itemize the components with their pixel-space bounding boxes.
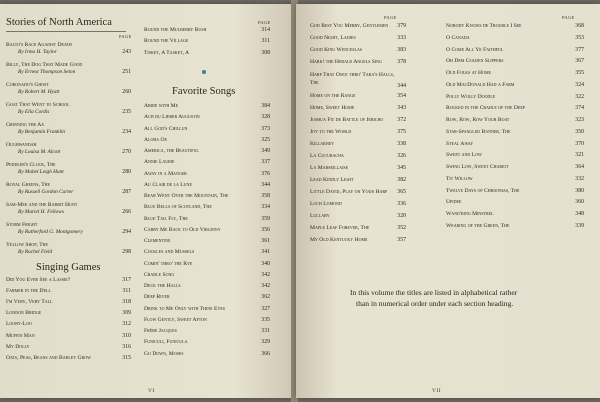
page-number: 329 [261, 339, 270, 346]
page-number: 315 [122, 354, 131, 361]
page-number: 251 [122, 68, 131, 75]
page-column-label: PAGE [119, 34, 132, 39]
song-title: Drink to Me Only with Thine Eyes [144, 305, 226, 312]
page-number: 364 [575, 164, 584, 170]
song-title: Blue Tail Fly, The [144, 215, 188, 222]
song-title: Rocked in the Cradle of the Deep [446, 105, 525, 112]
page-number: 338 [397, 141, 406, 147]
page-number: 309 [122, 310, 131, 317]
page-number: 365 [397, 189, 406, 195]
game-title: Muffin Man [6, 332, 35, 339]
section-title-favorite-songs: Favorite Songs [172, 86, 236, 97]
song-title: Clementine [144, 238, 171, 244]
page-number: 323 [575, 117, 584, 123]
game-title: Tisket, A Tasket, A [144, 49, 190, 56]
page-number: 348 [575, 211, 584, 217]
page-number: 353 [575, 34, 584, 41]
song-title: Little David, Play on Your Harp [310, 189, 388, 195]
page-number: 266 [122, 208, 131, 215]
page-number: 356 [261, 226, 270, 233]
page-number: 372 [397, 117, 406, 123]
song-title: Annie Laurie [144, 159, 175, 166]
page-number: 342 [261, 283, 270, 289]
song-title: Comin' thro' the Rye [144, 260, 193, 267]
song-title: O Canada [446, 34, 470, 41]
song-title: Killarney [310, 141, 335, 147]
section-ornament-dot [202, 70, 206, 74]
page-number: 243 [122, 48, 131, 55]
page-number: 298 [122, 248, 131, 255]
page-number: 308 [261, 49, 270, 56]
story-title: Grinning the Ax [6, 122, 45, 128]
story-author: By Benjamin Franklin [18, 129, 66, 136]
page-number: 328 [261, 114, 270, 121]
story-title: Billy, The Dog That Made Good [6, 62, 83, 68]
song-title: Deep River [144, 294, 170, 301]
song-title: Twelve Days of Christmas, The [446, 187, 520, 194]
song-title: Bear Went Over the Mountain, The [144, 193, 229, 199]
page-number: 350 [575, 128, 584, 135]
page-number: 370 [575, 140, 584, 147]
song-title: Cockles and Mussels [144, 249, 195, 256]
song-title: Joy to the World [310, 129, 352, 135]
game-title: London Bridge [6, 310, 42, 317]
song-title: Row, Row, Row Your Boat [446, 117, 510, 123]
page-number: 378 [397, 59, 406, 65]
story-title: Storm Fright [6, 222, 38, 228]
page-number: 355 [575, 70, 584, 76]
song-title: Harp That Once thro' Tara's Halls, The [310, 72, 395, 86]
page-number: 343 [397, 105, 406, 111]
page-number: 366 [261, 350, 270, 357]
page-number: 376 [261, 170, 270, 177]
page-number: 344 [261, 181, 270, 188]
story-author: By Rachel Field [18, 249, 53, 256]
story-author: By Ernest Thompson Seton [18, 69, 76, 76]
page-number: 357 [397, 237, 406, 243]
story-title: Goat That Went to School [6, 102, 70, 108]
page-number: 379 [397, 23, 406, 29]
song-title: La Marseillaise [310, 165, 349, 171]
story-title: Royal Greens, The [6, 182, 50, 188]
song-title: Go Down, Moses [144, 350, 184, 357]
page-number: 314 [261, 27, 270, 33]
song-title: Hark! the Herald Angels Sing [310, 59, 382, 65]
page-number: 322 [575, 93, 584, 100]
song-title: Old MacDonald Had a Farm [446, 81, 515, 88]
page-number: 325 [261, 136, 270, 143]
page-number: 380 [575, 187, 584, 194]
story-author: By Irma H. Taylor [18, 49, 57, 56]
page-number: 334 [261, 204, 270, 211]
story-author: By Muriel H. Fellows [18, 209, 64, 216]
game-title: Oats, Peas, Beans and Barley Grow [6, 354, 91, 361]
song-title: Flow Gently, Sweet Afton [144, 316, 207, 323]
song-title: Star-Spangled Banner, The [446, 128, 511, 135]
page-number: 270 [122, 148, 131, 155]
song-title: Sweet and Low [446, 152, 482, 159]
story-author: By Louisa M. Alcott [18, 149, 61, 156]
song-title: Swing Low, Sweet Chariot [446, 164, 509, 170]
song-title: Maple Leaf Forever, The [310, 225, 370, 231]
song-title: Ach du Lieber Augustin [144, 114, 200, 121]
page-number: 311 [261, 38, 270, 45]
page-folio: VII [432, 388, 442, 394]
game-title: Looby-Loo [6, 321, 32, 328]
song-title: Good Night, Ladies [310, 35, 356, 41]
page-number: 342 [261, 271, 270, 278]
song-title: Loch Lomond [310, 201, 342, 207]
song-title: Deck the Halls [144, 283, 181, 289]
page-number: 352 [397, 225, 406, 231]
section-rule [6, 31, 126, 32]
story-title: Balto's Race Against Death [6, 42, 72, 48]
story-title: Yellow Shop, The [6, 242, 48, 248]
page-number: 335 [261, 316, 270, 323]
page-number: 358 [261, 193, 270, 199]
song-title: Wearing of the Green, The [446, 222, 510, 229]
page-number: 359 [261, 215, 270, 222]
story-author: By Rutherford G. Montgomery [18, 229, 83, 236]
page-number: 375 [397, 129, 406, 135]
song-title: Carry Me Back to Old Virginny [144, 226, 221, 233]
page-number: 331 [261, 328, 270, 334]
page-number: 354 [397, 93, 406, 99]
song-title: Tit Willow [446, 175, 473, 182]
story-author: By Mabel Leigh Hunt [18, 169, 64, 176]
page-number: 367 [575, 58, 584, 65]
page-number: 362 [261, 294, 270, 301]
page-number: 280 [122, 168, 131, 175]
right-page [296, 4, 600, 398]
page-number: 384 [261, 103, 270, 109]
game-title: My Dolly [6, 343, 30, 350]
story-author: By Robert M. Hyatt [18, 89, 60, 96]
song-title: Good King Wenceslas [310, 47, 363, 53]
page-number: 344 [397, 83, 406, 89]
song-title: Polly Wolly Doodle [446, 93, 496, 100]
page-number: 341 [261, 249, 270, 256]
page-number: 260 [122, 88, 131, 95]
song-title: Oh Dem Golden Slippers [446, 58, 504, 65]
page-number: 373 [261, 125, 270, 132]
song-title: Au Clair de la Lune [144, 181, 192, 188]
section-title-singing-games: Singing Games [36, 262, 101, 273]
song-title: Blue Bells of Scotland, The [144, 204, 212, 211]
volume-note-line-2: than in numerical order under each section heading. [356, 299, 514, 308]
page-number: 320 [397, 213, 406, 219]
song-title: Lullaby [310, 213, 330, 219]
page-number: 383 [397, 47, 406, 53]
page-number: 333 [397, 35, 406, 41]
section-title-stories: Stories of North America [6, 17, 112, 28]
page-folio: VI [148, 388, 155, 394]
page-number: 316 [122, 343, 131, 350]
song-title: My Old Kentucky Home [310, 237, 368, 243]
page-number: 339 [575, 222, 584, 229]
page-number: 360 [575, 199, 584, 206]
volume-note-line-1: In this volume the titles are listed in alphabetical rather [350, 288, 518, 297]
page-number: 337 [261, 159, 270, 166]
song-title: O Come All Ye Faithful [446, 46, 504, 53]
game-title: Farmer in the Dell [6, 288, 51, 295]
page-number: 234 [122, 128, 131, 135]
song-title: Abide with Me [144, 103, 179, 109]
page-number: 312 [122, 321, 131, 328]
song-title: Aloha Oe [144, 136, 168, 143]
page-number: 368 [575, 23, 584, 29]
page-number: 345 [397, 165, 406, 171]
game-title: Round the Village [144, 38, 189, 45]
left-page [0, 4, 293, 398]
page-number: 336 [397, 201, 406, 207]
story-author: By Russell Gordon Carter [18, 189, 74, 196]
page-number: 361 [261, 238, 270, 244]
page-number: 327 [261, 305, 270, 312]
song-title: Home on the Range [310, 93, 356, 99]
page-number: 382 [397, 177, 406, 183]
page-column-label: PAGE [562, 15, 575, 20]
story-title: Sam-Mee and the Rabbit Hunt [6, 202, 78, 208]
song-title: Cradle Song [144, 271, 175, 278]
story-title: Oughwandah [6, 142, 37, 148]
page-number: 324 [575, 81, 584, 88]
song-title: All God's Chillun [144, 125, 188, 132]
page-number: 310 [122, 332, 131, 339]
page-number: 340 [261, 260, 270, 267]
page-number: 317 [122, 277, 131, 283]
page-number: 321 [575, 152, 584, 159]
song-title: Frère Jacques [144, 328, 177, 334]
song-title: Steal Away [446, 140, 474, 147]
song-title: Nobody Knows de Trouble I See [446, 23, 522, 29]
page-number: 326 [397, 153, 406, 159]
game-title: Round the Mulberry Bush [144, 27, 207, 33]
story-author: By Ella Cordis [18, 109, 50, 116]
page-column-label: PAGE [384, 15, 397, 20]
song-title: America, the Beautiful [144, 148, 199, 154]
page-column-label: PAGE [258, 20, 271, 25]
page-number: 318 [122, 299, 131, 306]
song-title: Lead Kindly Light [310, 177, 354, 183]
page-number: 287 [122, 188, 131, 195]
game-title: I'm Very, Very Tall [6, 299, 53, 306]
game-title: Did You Ever See a Lassie? [6, 277, 71, 283]
song-title: Wand'ring Minstrel [446, 211, 494, 217]
song-title: God Rest You Merry, Gentlemen [310, 23, 389, 29]
story-title: Coronado's Ghost [6, 82, 49, 88]
song-title: Funiculi, Funicula [144, 339, 188, 346]
page-number: 349 [261, 148, 270, 154]
page-number: 377 [575, 46, 584, 53]
page-number: 311 [122, 288, 131, 295]
page-number: 235 [122, 108, 131, 115]
song-title: La Cucuracha [310, 153, 344, 159]
page-number: 374 [575, 105, 584, 112]
page-number: 332 [575, 175, 584, 182]
story-title: Peddler's Clock, The [6, 162, 56, 168]
song-title: Away in a Manger [144, 170, 187, 177]
song-title: Joshua Fit de Battle of Jericho [310, 117, 384, 123]
song-title: Home, Sweet Home [310, 105, 355, 111]
page-number: 294 [122, 228, 131, 235]
song-title: Upidee [446, 199, 462, 206]
song-title: Old Folks at Home [446, 70, 491, 76]
